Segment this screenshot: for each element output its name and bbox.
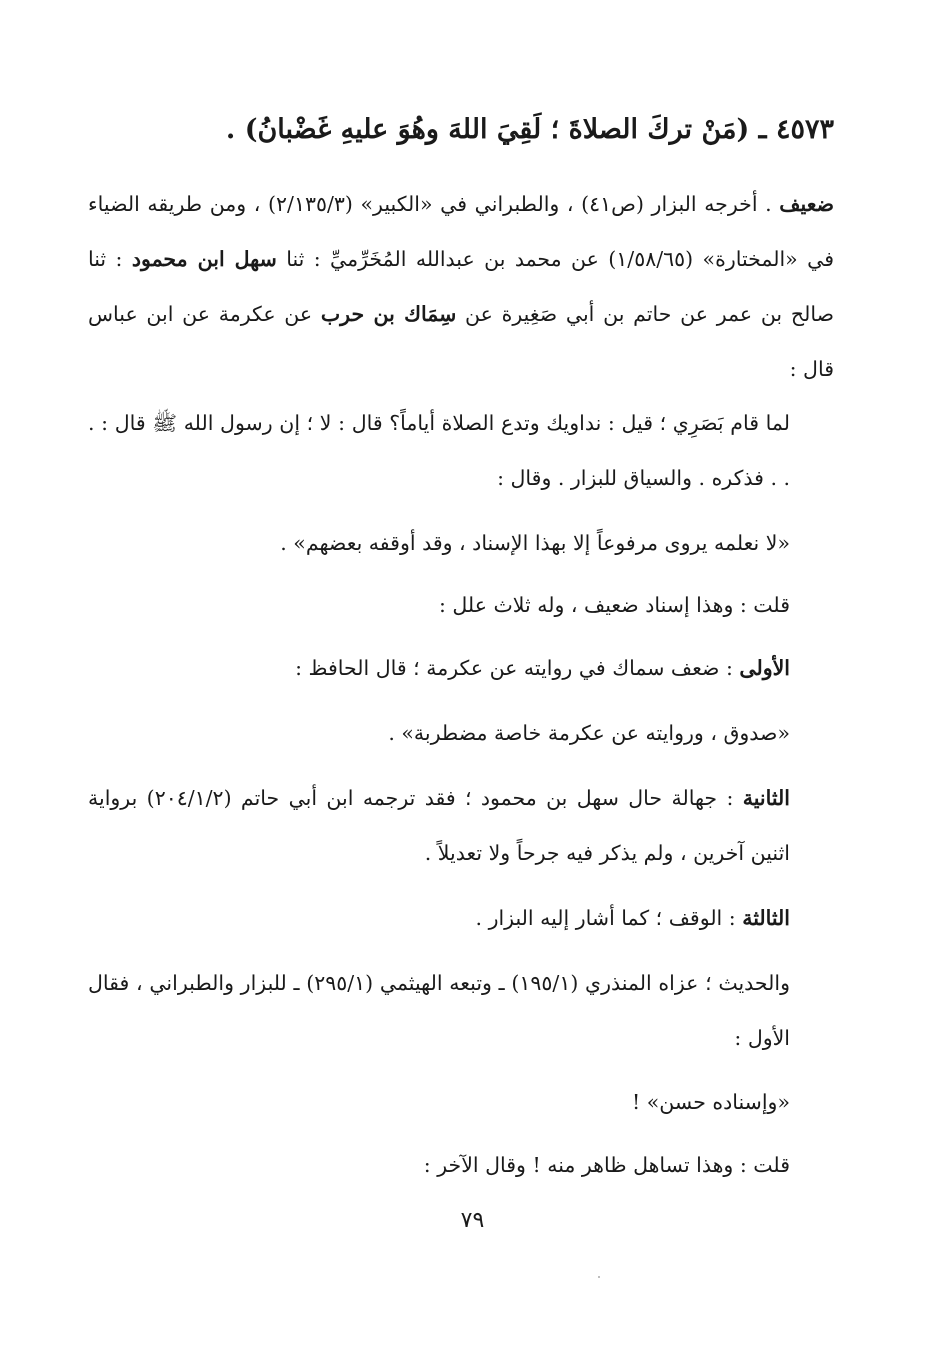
quote-hafiz: «صدوق ، وروايته عن عكرمة خاصة مضطربة» . — [388, 721, 790, 745]
defect-label: الثالثة — [742, 906, 790, 930]
paragraph-third-defect: الثالثة : الوقف ؛ كما أشار إليه البزار . — [475, 906, 790, 930]
paragraph-story: لما قام بَصَرِي ؛ قيل : نداويك وتدع الصلاة أياماً؟ قال : لا ؛ إن رسول الله ﷺ قال : . . . فذكره . والسياق للبزار . وقال : — [88, 411, 790, 490]
paragraph-second-defect: الثانية : جهالة حال سهل بن محمود ؛ فقد ترجمه ابن أبي حاتم (٢٠٤/١/٢) برواية اثنين آخرين ، ولم يذكر فيه جرحاً ولا تعديلاً . — [88, 786, 790, 865]
hadith-title: ٤٥٧٣ ـ (مَنْ تركَ الصلاةَ ؛ لَقِيَ اللهَ وهُوَ عليهِ غَضْبانُ) . — [225, 114, 834, 145]
book-page — [88, 0, 834, 1360]
scan-speck — [598, 1276, 600, 1278]
paragraph-verdict: قلت : وهذا إسناد ضعيف ، وله ثلاث علل : — [438, 593, 790, 617]
paragraph-first-defect: الأولى : ضعف سماك في روايته عن عكرمة ؛ قال الحافظ : — [295, 656, 790, 680]
quote-bazzar: «لا نعلمه يروى مرفوعاً إلا بهذا الإسناد ، وقد أوقفه بعضهم» . — [280, 531, 790, 555]
quote-hasan: «وإسناده حسن» ! — [632, 1090, 790, 1114]
grade-label: ضعيف — [779, 192, 834, 216]
paragraph-closing: قلت : وهذا تساهل ظاهر منه ! وقال الآخر : — [423, 1153, 790, 1177]
paragraph-mundhiri: والحديث ؛ عزاه المنذري (١٩٥/١) ـ وتبعه الهيثمي (٢٩٥/١) ـ للبزار والطبراني ، فقال الأول : — [88, 971, 790, 1050]
narrator-name: سهل ابن محمود — [131, 247, 277, 271]
defect-label: الأولى — [739, 656, 790, 680]
paragraph-takhrij: ضعيف . أخرجه البزار (ص٤١) ، والطبراني في «الكبير» (٢/١٣٥/٣) ، ومن طريقه الضياء في «المختارة» (١/٥٨/٦٥) عن محمد بن عبدالله المُخَرِّميِّ : ثنا سهل ابن محمود : ثنا صالح بن عمر عن حاتم بن أبي صَغِيرة عن سِمَاك بن حرب عن عكرمة عن ابن عباس قال : — [88, 192, 835, 381]
narrator-name: سِمَاك بن حرب — [320, 302, 457, 326]
defect-label: الثانية — [742, 786, 790, 810]
page-number: ٧٩ — [460, 1208, 485, 1233]
